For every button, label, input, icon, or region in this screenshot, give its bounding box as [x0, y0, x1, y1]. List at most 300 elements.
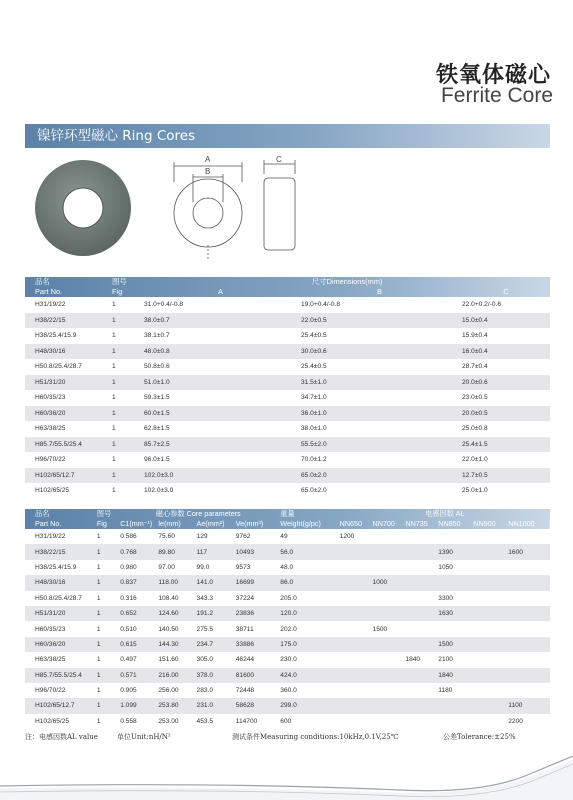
nn735-cell [401, 544, 434, 559]
part-no-cell: H85.7/55.5/25.4 [35, 671, 82, 679]
part-no-header-cn: 品名 [35, 509, 50, 518]
nn735-cell [401, 591, 434, 606]
dims-header-row-1 [25, 277, 550, 287]
dim-a-cell: 48.0±0.8 [144, 347, 170, 355]
part-no-cell: H51/31/20 [35, 610, 66, 618]
table-row [25, 406, 550, 422]
c1-cell: 0.837 [120, 579, 137, 587]
table-row [25, 652, 550, 667]
table-row [25, 668, 550, 683]
nn735-cell [401, 698, 434, 713]
ve-cell: 37224 [235, 594, 255, 602]
dim-b-cell: 65.0±2.0 [301, 487, 327, 495]
dim-b-cell: 30.0±0.6 [301, 347, 327, 355]
table-row [25, 483, 550, 499]
dimension-label-b: B [205, 167, 211, 176]
ae-cell: 234.7 [196, 640, 214, 648]
part-no-cell: H96/70/22 [35, 687, 66, 695]
dim-c-cell: 20.0±0.6 [462, 378, 488, 386]
part-no-cell: H50.8/25.4/28.7 [35, 594, 82, 602]
dim-c-cell: 25.4±1.5 [462, 440, 488, 448]
fig-cell: 1 [112, 487, 116, 495]
fig-cell: 1 [112, 301, 116, 309]
ve-cell: 9573 [235, 563, 251, 571]
part-no-header-cn: 品名 [35, 277, 50, 286]
nn700-cell [369, 698, 402, 713]
dim-c-cell: 23.0±0.5 [462, 394, 488, 402]
ve-cell: 46244 [235, 656, 255, 664]
dim-c-cell: 28.7±0.4 [462, 363, 488, 371]
nn735-cell [401, 683, 434, 698]
table-row [25, 683, 550, 698]
fig-cell: 1 [112, 332, 116, 340]
nn700-cell [369, 606, 402, 621]
fig-cell: 1 [96, 702, 101, 710]
c1-cell: 0.571 [120, 671, 137, 679]
nn700-cell [369, 544, 402, 559]
table-row [25, 297, 550, 313]
c1-cell: 0.497 [120, 656, 137, 664]
dim-a-cell: 60.0±1.5 [144, 409, 170, 417]
dim-b-cell: 25.4±0.5 [301, 332, 327, 340]
dim-b-cell: 36.0±1.0 [301, 409, 327, 417]
nn850-cell: 1180 [438, 687, 453, 695]
nn1000-cell [504, 560, 550, 575]
dim-a-cell: 102.0±3.0 [144, 487, 174, 495]
fig-cell: 1 [112, 471, 116, 479]
nn700-cell: 1000 [372, 579, 388, 587]
nn850-cell [434, 575, 469, 590]
dim-c-cell: 25.0±1.0 [462, 487, 488, 495]
c1-cell: 0.586 [120, 533, 137, 541]
fig-cell: 1 [96, 548, 101, 556]
nn900-cell [469, 668, 504, 683]
nn1000-cell [504, 621, 550, 636]
table-row [25, 452, 550, 468]
dim-a-cell: 31.0+0.4/-0.8 [144, 301, 184, 309]
nn735-cell [401, 529, 434, 544]
ae-cell: 129 [196, 533, 208, 541]
part-no-cell: H31/19/22 [35, 533, 66, 541]
c1-cell: 0.652 [120, 610, 137, 618]
nn1000-cell [504, 668, 550, 683]
part-no-cell: H38/22/15 [35, 548, 66, 556]
dim-a-cell: 102.0±3.0 [144, 471, 174, 479]
nn850-cell: 1500 [438, 640, 453, 648]
nn700-cell [369, 683, 402, 698]
table-row [25, 529, 550, 544]
fig-cell: 1 [112, 378, 116, 386]
c1-cell: 0.316 [120, 594, 137, 602]
fig-header-cn: 图号 [96, 509, 112, 518]
table-row [25, 544, 550, 559]
le-cell: 151.60 [158, 656, 179, 664]
core-parameters-table [25, 509, 550, 729]
nn700-header: NN700 [372, 519, 395, 528]
dim-b-cell: 38.0±1.0 [301, 425, 327, 433]
ve-cell: 58628 [235, 702, 255, 710]
nn650-cell [336, 575, 369, 590]
nn850-cell [434, 529, 469, 544]
table-row [25, 328, 550, 344]
col-a-header: A [218, 287, 223, 296]
dim-c-cell: 15.9±0.4 [462, 332, 488, 340]
dims-table-body [25, 297, 550, 499]
dim-a-cell: 62.8±1.5 [144, 425, 170, 433]
footnote-unit: 单位Unit:nH/N² [117, 733, 171, 741]
nn900-cell [469, 529, 504, 544]
part-no-cell: H60/35/23 [35, 625, 66, 633]
nn900-header: NN900 [473, 519, 496, 528]
table-row [25, 714, 550, 729]
dim-b-cell: 65.0±2.0 [301, 471, 327, 479]
nn700-cell [369, 591, 402, 606]
fig-cell: 1 [96, 579, 101, 587]
col-c-header: C [503, 287, 509, 296]
table-row [25, 468, 550, 484]
nn700-cell [369, 560, 402, 575]
core-parameters-header: 磁心参数 Core parameters [155, 509, 241, 518]
ring-core-illustration [25, 150, 550, 272]
part-no-cell: H102/65/25 [35, 717, 70, 725]
le-cell: 118.00 [158, 579, 179, 587]
le-cell: 75.60 [158, 533, 175, 541]
ae-cell: 117 [196, 548, 208, 556]
ae-cell: 231.0 [196, 702, 214, 710]
weight-cell: 86.0 [280, 579, 294, 587]
nn700-cell [369, 668, 402, 683]
fig-cell: 1 [112, 456, 116, 464]
nn900-cell [469, 591, 504, 606]
part-no-cell: H48/30/16 [35, 579, 66, 587]
nn650-cell [336, 714, 369, 729]
nn700-cell [369, 714, 402, 729]
nn650-cell: 1200 [339, 533, 355, 541]
fig-header-en: Fig [96, 519, 107, 528]
part-no-header-en: Part No. [35, 519, 62, 528]
nn650-cell [336, 668, 369, 683]
nn850-cell [434, 621, 469, 636]
part-no-cell: H102/65/12.7 [35, 702, 75, 710]
dim-b-cell: 31.5±1.0 [301, 378, 327, 386]
params-header-row-1 [25, 509, 550, 519]
table-row [25, 698, 550, 713]
dims-header-row-2 [25, 287, 550, 297]
weight-cell: 424.0 [280, 671, 297, 679]
fig-cell: 1 [112, 394, 116, 402]
part-no-cell: H102/65/25 [35, 487, 70, 495]
part-no-cell: H48/30/16 [35, 347, 66, 355]
nn1000-cell [504, 591, 550, 606]
table-row [25, 359, 550, 375]
footnote-conditions: 测试条件Measuring conditions:10kHz,0.1V,25℃ [232, 733, 399, 741]
footnote-al-value: 注：电感因数AL value [25, 733, 98, 741]
fig-cell: 1 [112, 316, 116, 324]
ring-core-photo [35, 160, 131, 256]
ae-cell: 275.5 [196, 625, 214, 633]
dimension-label-c: C [276, 155, 282, 164]
nn850-cell [434, 714, 469, 729]
c1-cell: 0.905 [120, 687, 137, 695]
nn735-cell [401, 621, 434, 636]
ve-cell: 16699 [235, 579, 255, 587]
le-cell: 253.80 [158, 702, 179, 710]
ve-cell: 81600 [235, 671, 255, 679]
nn900-cell [469, 575, 504, 590]
fig-cell: 1 [96, 671, 101, 679]
weight-cell: 230.0 [280, 656, 297, 664]
nn650-cell [336, 683, 369, 698]
nn1000-cell [504, 606, 550, 621]
nn900-cell [469, 606, 504, 621]
ve-cell: 114700 [235, 717, 258, 725]
title-en: Ferrite Core [440, 84, 553, 107]
nn650-cell [336, 652, 369, 667]
part-no-cell: H85.7/55.5/25.4 [35, 440, 82, 448]
nn735-header: NN735 [405, 519, 428, 528]
nn1000-cell [504, 637, 550, 652]
nn850-header: NN850 [438, 519, 461, 528]
weight-cell: 360.0 [280, 687, 297, 695]
nn650-cell [336, 698, 369, 713]
le-cell: 140.50 [158, 625, 179, 633]
nn1000-cell [504, 529, 550, 544]
dim-a-cell: 50.8±0.6 [144, 363, 170, 371]
nn900-cell [469, 621, 504, 636]
dim-b-cell: 19.0+0.4/-0.8 [301, 301, 341, 309]
le-cell: 253.00 [158, 717, 179, 725]
fig-header-cn: 图号 [112, 277, 127, 286]
title-cn: 铁氧体磁心 [435, 63, 551, 88]
dimension-label-a: A [205, 155, 211, 164]
fig-cell: 1 [96, 594, 101, 602]
c1-cell: 0.980 [120, 563, 137, 571]
nn900-cell [469, 637, 504, 652]
nn900-cell [469, 560, 504, 575]
table-row [25, 606, 550, 621]
ae-cell: 99.0 [196, 563, 210, 571]
le-cell: 216.00 [158, 671, 179, 679]
part-no-cell: H50.8/25.4/28.7 [35, 363, 82, 371]
nn735-cell [401, 606, 434, 621]
nn1000-cell: 1600 [508, 548, 523, 556]
part-no-cell: H38/25.4/15.9 [35, 332, 77, 340]
nn735-cell [401, 637, 434, 652]
ae-cell: 191.2 [196, 610, 214, 618]
nn1000-cell [504, 575, 550, 590]
table-row [25, 421, 550, 437]
weight-cell: 48.0 [280, 563, 294, 571]
weight-header-cn: 重量 [280, 509, 295, 518]
nn850-cell [434, 698, 469, 713]
dim-c-cell: 20.0±0.5 [462, 409, 488, 417]
fig-cell: 1 [96, 610, 101, 618]
nn700-cell [369, 637, 402, 652]
nn650-cell [336, 621, 369, 636]
dim-c-cell: 25.0±0.8 [462, 425, 488, 433]
nn1000-cell: 1100 [508, 702, 523, 710]
fig-cell: 1 [112, 440, 116, 448]
le-cell: 124.60 [158, 610, 179, 618]
footnote-tolerance: 公差Tolerance:±25% [443, 733, 516, 741]
nn850-cell: 2100 [438, 656, 453, 664]
dim-b-cell: 70.0±1.2 [301, 456, 327, 464]
c1-cell: 0.615 [120, 640, 137, 648]
dimensions-header: 尺寸Dimensions(mm) [311, 277, 383, 286]
weight-cell: 175.0 [280, 640, 297, 648]
nn1000-cell [504, 652, 550, 667]
ve-header: Ve(mm³) [235, 519, 264, 528]
dim-a-cell: 59.3±1.5 [144, 394, 170, 402]
part-no-cell: H60/36/20 [35, 640, 66, 648]
fig-cell: 1 [112, 363, 116, 371]
nn1000-cell: 2200 [508, 717, 523, 725]
ve-cell: 38711 [235, 625, 254, 633]
part-no-cell: H63/38/25 [35, 425, 66, 433]
fig-cell: 1 [112, 425, 116, 433]
table-row [25, 560, 550, 575]
fig-cell: 1 [112, 409, 116, 417]
ae-cell: 305.0 [196, 656, 214, 664]
nn700-cell [369, 529, 402, 544]
c1-cell: 0.510 [120, 625, 137, 633]
table-row [25, 375, 550, 391]
nn900-cell [469, 544, 504, 559]
weight-header-en: Weight(g/pc) [280, 519, 321, 528]
nn735-cell [401, 560, 434, 575]
nn650-cell [336, 606, 369, 621]
dim-b-cell: 25.4±0.5 [301, 363, 327, 371]
table-row [25, 591, 550, 606]
dim-a-cell: 85.7±2.5 [144, 440, 170, 448]
dim-c-cell: 22.0±1.0 [462, 456, 488, 464]
le-header: le(mm) [158, 519, 181, 528]
le-cell: 144.30 [158, 640, 179, 648]
c1-cell: 1.099 [120, 702, 137, 710]
ae-cell: 378.0 [196, 671, 214, 679]
dim-c-cell: 22.0+0.2/-0.6 [462, 301, 502, 309]
table-row [25, 313, 550, 329]
nn900-cell [469, 714, 504, 729]
fig-cell: 1 [96, 640, 101, 648]
dim-b-cell: 34.7±1.0 [301, 394, 327, 402]
nn850-cell: 1390 [438, 548, 453, 556]
ve-cell: 23836 [235, 610, 255, 618]
le-cell: 97.00 [158, 563, 175, 571]
table-row [25, 637, 550, 652]
nn735-cell [401, 668, 434, 683]
side-view-drawing [264, 160, 295, 250]
nn900-cell [469, 698, 504, 713]
weight-cell: 202.0 [280, 625, 297, 633]
dim-b-cell: 22.0±0.5 [301, 316, 327, 324]
c1-cell: 0.768 [120, 548, 137, 556]
weight-cell: 600 [280, 717, 292, 725]
nn850-cell: 1050 [438, 563, 453, 571]
params-table-body [25, 529, 550, 729]
part-no-header-en: Part No. [35, 287, 63, 296]
fig-cell: 1 [96, 533, 101, 541]
part-no-cell: H102/65/12.7 [35, 471, 75, 479]
nn700-cell [369, 652, 402, 667]
nn900-cell [469, 652, 504, 667]
dim-a-cell: 38.1±0.7 [144, 332, 170, 340]
c1-cell: 0.558 [120, 717, 137, 725]
nn650-cell [336, 637, 369, 652]
nn850-cell: 1630 [438, 610, 453, 618]
nn1000-header: NN1000 [508, 519, 535, 528]
le-cell: 108.40 [158, 594, 179, 602]
ae-cell: 343.3 [196, 594, 214, 602]
fig-cell: 1 [112, 347, 116, 355]
le-cell: 256.00 [158, 687, 179, 695]
nn650-cell [336, 560, 369, 575]
nn650-cell [336, 591, 369, 606]
weight-cell: 49 [280, 533, 288, 541]
ve-cell: 33886 [235, 640, 255, 648]
part-no-cell: H60/36/20 [35, 409, 66, 417]
params-header-row-2 [25, 519, 550, 529]
nn735-cell [401, 575, 434, 590]
fig-cell: 1 [96, 625, 101, 633]
nn850-cell: 3300 [438, 594, 453, 602]
fig-cell: 1 [96, 656, 101, 664]
decorative-swoosh [0, 752, 573, 800]
part-no-cell: H31/19/22 [35, 301, 66, 309]
fig-header-en: Fig [112, 287, 123, 296]
fig-cell: 1 [96, 687, 101, 695]
table-row [25, 390, 550, 406]
nn850-cell: 1840 [438, 671, 453, 679]
ve-cell: 9762 [235, 533, 251, 541]
section-banner: 镍锌环型磁心 Ring Cores [25, 124, 550, 148]
weight-cell: 299.0 [280, 702, 297, 710]
dim-a-cell: 38.0±0.7 [144, 316, 170, 324]
dim-a-cell: 96.0±1.5 [144, 456, 170, 464]
al-value-header: 电感因数 AL [425, 509, 465, 518]
le-cell: 89.80 [158, 548, 175, 556]
part-no-cell: H38/25.4/15.9 [35, 563, 77, 571]
dim-c-cell: 12.7±0.5 [462, 471, 488, 479]
dim-a-cell: 51.0±1.0 [144, 378, 170, 386]
dim-b-cell: 55.5±2.0 [301, 440, 327, 448]
dim-c-cell: 15.0±0.4 [462, 316, 488, 324]
weight-cell: 56.0 [280, 548, 294, 556]
nn650-cell [336, 544, 369, 559]
ae-header: Ae(mm²) [196, 519, 225, 528]
ve-cell: 72448 [235, 687, 255, 695]
table-row [25, 621, 550, 636]
nn735-cell: 1840 [405, 656, 421, 664]
table-row [25, 344, 550, 360]
part-no-cell: H63/38/25 [35, 656, 66, 664]
nn700-cell: 1500 [372, 625, 388, 633]
ve-cell: 10493 [235, 548, 255, 556]
part-no-cell: H38/22/15 [35, 316, 66, 324]
nn650-header: NN650 [339, 519, 363, 528]
ae-cell: 283.0 [196, 687, 214, 695]
c1-header: C1(mm⁻¹) [120, 519, 153, 528]
weight-cell: 205.0 [280, 594, 297, 602]
part-no-cell: H60/35/23 [35, 394, 66, 402]
fig-cell: 1 [96, 563, 101, 571]
ae-cell: 141.0 [196, 579, 214, 587]
fig-cell: 1 [96, 717, 101, 725]
part-no-cell: H96/70/22 [35, 456, 66, 464]
dimensions-table [25, 277, 550, 499]
table-row [25, 437, 550, 453]
table-row [25, 575, 550, 590]
